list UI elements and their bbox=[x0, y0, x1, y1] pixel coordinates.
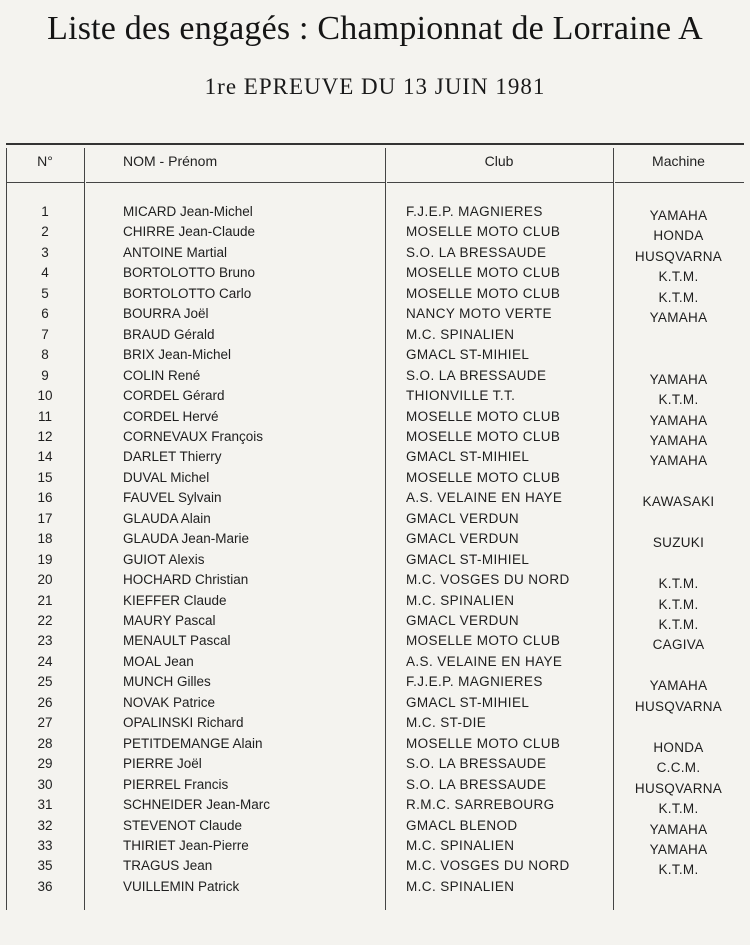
entry-number: 11 bbox=[37, 408, 52, 424]
table-row bbox=[6, 652, 744, 672]
machine-name: K.T.M. bbox=[658, 617, 699, 632]
entry-number: 19 bbox=[37, 551, 53, 567]
rider-name: PIERRE Joël bbox=[123, 756, 202, 772]
machine-name: K.T.M. bbox=[658, 801, 699, 817]
club-name: M.C. SPINALIEN bbox=[406, 837, 515, 853]
header-name: NOM - Prénom bbox=[123, 153, 218, 169]
entry-number: 25 bbox=[37, 674, 53, 690]
table-row bbox=[6, 631, 744, 651]
rider-name: BRAUD Gérald bbox=[123, 326, 215, 342]
machine-name: K.T.M. bbox=[658, 576, 699, 592]
table-row bbox=[6, 754, 744, 774]
entry-number: 22 bbox=[37, 613, 53, 628]
rider-name: MAURY Pascal bbox=[123, 613, 216, 628]
entry-number: 31 bbox=[37, 797, 53, 813]
table-row bbox=[6, 468, 744, 488]
rider-name: DUVAL Michel bbox=[123, 469, 210, 485]
entry-number: 2 bbox=[41, 224, 49, 240]
entry-number: 24 bbox=[37, 653, 53, 669]
entry-number: 1 bbox=[41, 204, 49, 219]
machine-name: K.T.M. bbox=[658, 269, 699, 285]
rider-name: ANTOINE Martial bbox=[123, 244, 228, 260]
entrants-table bbox=[6, 143, 744, 910]
rider-name: NOVAK Patrice bbox=[123, 694, 216, 710]
club-name: F.J.E.P. MAGNIERES bbox=[406, 674, 543, 690]
entry-number: 28 bbox=[37, 735, 53, 751]
rider-name: MUNCH Gilles bbox=[123, 674, 211, 690]
table-row bbox=[6, 795, 744, 815]
table-row bbox=[6, 611, 744, 631]
machine-name: K.T.M. bbox=[658, 392, 699, 408]
machine-name: YAMAHA bbox=[649, 432, 708, 448]
club-name: GMACL VERDUN bbox=[406, 531, 520, 547]
machine-name: K.T.M. bbox=[658, 289, 699, 305]
rider-name: CORDEL Hervé bbox=[123, 408, 219, 424]
table-row bbox=[6, 366, 744, 386]
entry-number: 15 bbox=[37, 469, 53, 485]
entry-number: 8 bbox=[41, 347, 49, 363]
table-row bbox=[6, 222, 744, 242]
entry-number: 23 bbox=[37, 633, 53, 649]
table-row bbox=[6, 447, 744, 467]
entry-number: 21 bbox=[37, 592, 53, 608]
rider-name: FAUVEL Sylvain bbox=[123, 490, 222, 506]
table-row bbox=[6, 325, 744, 345]
table-row bbox=[6, 243, 744, 263]
machine-name: HUSQVARNA bbox=[634, 780, 723, 796]
club-name: GMACL BLENOD bbox=[406, 817, 518, 833]
club-name: A.S. VELAINE EN HAYE bbox=[406, 653, 563, 669]
header-club: Club bbox=[484, 153, 514, 169]
machine-name: SUZUKI bbox=[652, 535, 705, 551]
club-name: NANCY MOTO VERTE bbox=[406, 306, 552, 322]
machine-name: YAMAHA bbox=[649, 841, 708, 857]
club-name: GMACL ST-MIHIEL bbox=[406, 551, 530, 567]
rider-name: GUIOT Alexis bbox=[123, 551, 205, 567]
machine-name: YAMAHA bbox=[649, 412, 708, 428]
entry-number: 14 bbox=[37, 449, 53, 465]
rider-name: HOCHARD Christian bbox=[123, 572, 249, 588]
header-rule-machine bbox=[615, 182, 744, 183]
rider-name: CORDEL Gérard bbox=[123, 388, 225, 404]
machine-name: HONDA bbox=[653, 739, 704, 755]
club-name: R.M.C. SARREBOURG bbox=[406, 797, 555, 813]
table-row bbox=[6, 591, 744, 611]
club-name: S.O. LA BRESSAUDE bbox=[406, 367, 547, 383]
table-row bbox=[6, 693, 744, 713]
rider-name: SCHNEIDER Jean-Marc bbox=[123, 797, 271, 813]
rider-name: BORTOLOTTO Carlo bbox=[123, 285, 252, 301]
club-name: MOSELLE MOTO CLUB bbox=[406, 428, 561, 444]
rider-name: TRAGUS Jean bbox=[123, 858, 213, 874]
rider-name: BOURRA Joël bbox=[123, 306, 209, 322]
machine-name: HUSQVARNA bbox=[634, 698, 723, 714]
table-row bbox=[6, 427, 744, 447]
club-name: MOSELLE MOTO CLUB bbox=[406, 633, 561, 649]
machine-name: YAMAHA bbox=[649, 678, 708, 694]
rider-name: STEVENOT Claude bbox=[123, 817, 243, 833]
header-num: N° bbox=[37, 153, 53, 169]
club-name: M.C. SPINALIEN bbox=[406, 326, 515, 342]
machine-name: HUSQVARNA bbox=[634, 248, 723, 264]
club-name: GMACL ST-MIHIEL bbox=[406, 347, 530, 363]
table-row bbox=[6, 775, 744, 795]
entry-number: 3 bbox=[41, 244, 49, 260]
table-row bbox=[6, 345, 744, 365]
table-row bbox=[6, 550, 744, 570]
machine-name: YAMAHA bbox=[649, 371, 708, 387]
rider-name: OPALINSKI Richard bbox=[123, 715, 244, 731]
table-row bbox=[6, 734, 744, 754]
rider-name: VUILLEMIN Patrick bbox=[123, 878, 240, 894]
table-row bbox=[6, 304, 744, 324]
machine-name: YAMAHA bbox=[649, 821, 708, 837]
rider-name: MOAL Jean bbox=[123, 653, 194, 669]
table-row bbox=[6, 284, 744, 304]
club-name: MOSELLE MOTO CLUB bbox=[406, 469, 561, 485]
page-title: Liste des engagés : Championnat de Lorraine A bbox=[47, 10, 703, 47]
rider-name: PIERREL Francis bbox=[123, 776, 229, 792]
rider-name: THIRIET Jean-Pierre bbox=[123, 837, 249, 853]
table-row bbox=[6, 529, 744, 549]
club-name: M.C. SPINALIEN bbox=[406, 592, 515, 608]
rider-name: BORTOLOTTO Bruno bbox=[123, 265, 256, 281]
club-name: MOSELLE MOTO CLUB bbox=[406, 408, 561, 424]
club-name: M.C. ST-DIE bbox=[406, 715, 487, 731]
entry-number: 26 bbox=[37, 694, 53, 710]
club-name: GMACL ST-MIHIEL bbox=[406, 694, 530, 710]
rider-name: MENAULT Pascal bbox=[123, 633, 231, 649]
entry-number: 36 bbox=[37, 878, 53, 894]
entry-number: 12 bbox=[37, 428, 53, 444]
club-name: F.J.E.P. MAGNIERES bbox=[406, 204, 543, 219]
table-top-rule bbox=[6, 143, 744, 145]
entry-number: 29 bbox=[37, 756, 53, 772]
table-row bbox=[6, 386, 744, 406]
entry-number: 35 bbox=[37, 858, 53, 874]
rider-name: PETITDEMANGE Alain bbox=[123, 735, 263, 751]
entry-number: 5 bbox=[41, 285, 49, 301]
entry-number: 9 bbox=[41, 367, 49, 383]
table-row bbox=[6, 713, 744, 733]
entry-number: 4 bbox=[41, 265, 49, 281]
entry-number: 32 bbox=[37, 817, 53, 833]
club-name: MOSELLE MOTO CLUB bbox=[406, 265, 561, 281]
entry-number: 10 bbox=[37, 388, 53, 404]
rider-name: BRIX Jean-Michel bbox=[123, 347, 232, 363]
machine-name: C.C.M. bbox=[656, 760, 701, 776]
header-machine: Machine bbox=[652, 153, 705, 169]
entry-number: 6 bbox=[41, 306, 49, 322]
page-subtitle: 1re EPREUVE DU 13 JUIN 1981 bbox=[204, 74, 546, 99]
entry-number: 27 bbox=[37, 715, 53, 731]
rider-name: KIEFFER Claude bbox=[123, 592, 227, 608]
club-name: MOSELLE MOTO CLUB bbox=[406, 735, 561, 751]
machine-name: K.T.M. bbox=[658, 862, 699, 878]
table-row bbox=[6, 836, 744, 856]
rider-name: CORNEVAUX François bbox=[123, 428, 264, 444]
table-row bbox=[6, 816, 744, 836]
table-row bbox=[6, 202, 744, 222]
machine-name: K.T.M. bbox=[658, 596, 699, 612]
table-row bbox=[6, 407, 744, 427]
club-name: S.O. LA BRESSAUDE bbox=[406, 776, 547, 792]
header-rule-num bbox=[6, 182, 84, 183]
club-name: MOSELLE MOTO CLUB bbox=[406, 285, 561, 301]
club-name: M.C. VOSGES DU NORD bbox=[406, 858, 570, 874]
club-name: GMACL ST-MIHIEL bbox=[406, 449, 530, 465]
machine-name: HONDA bbox=[653, 228, 704, 244]
entry-number: 7 bbox=[41, 326, 49, 342]
club-name: THIONVILLE T.T. bbox=[406, 388, 516, 404]
entry-number: 18 bbox=[37, 531, 53, 547]
entry-number: 30 bbox=[37, 776, 53, 792]
club-name: S.O. LA BRESSAUDE bbox=[406, 244, 547, 260]
club-name: MOSELLE MOTO CLUB bbox=[406, 224, 561, 240]
table-row bbox=[6, 509, 744, 529]
club-name: GMACL VERDUN bbox=[406, 510, 520, 526]
table-row bbox=[6, 488, 744, 508]
table-row bbox=[6, 263, 744, 283]
machine-name: CAGIVA bbox=[652, 637, 705, 653]
rider-name: DARLET Thierry bbox=[123, 449, 222, 465]
entry-number: 16 bbox=[37, 490, 53, 506]
club-name: S.O. LA BRESSAUDE bbox=[406, 756, 547, 772]
rider-name: MICARD Jean-Michel bbox=[123, 204, 253, 219]
table-row bbox=[6, 856, 744, 876]
machine-name: YAMAHA bbox=[649, 453, 708, 469]
table-row bbox=[6, 570, 744, 590]
header-rule-name bbox=[86, 182, 385, 183]
header-rule-club bbox=[387, 182, 613, 183]
machine-name: YAMAHA bbox=[649, 310, 708, 326]
entry-number: 20 bbox=[37, 572, 53, 588]
rider-name: GLAUDA Alain bbox=[123, 510, 211, 526]
machine-name: YAMAHA bbox=[649, 208, 708, 223]
rider-name: COLIN René bbox=[123, 367, 201, 383]
club-name: A.S. VELAINE EN HAYE bbox=[406, 490, 563, 506]
table-row bbox=[6, 877, 744, 897]
rider-name: CHIRRE Jean-Claude bbox=[123, 224, 256, 240]
rider-name: GLAUDA Jean-Marie bbox=[123, 531, 250, 547]
club-name: M.C. SPINALIEN bbox=[406, 878, 515, 894]
club-name: GMACL VERDUN bbox=[406, 613, 520, 628]
entry-number: 17 bbox=[37, 510, 53, 526]
entry-number: 33 bbox=[37, 837, 53, 853]
club-name: M.C. VOSGES DU NORD bbox=[406, 572, 570, 588]
table-row bbox=[6, 672, 744, 692]
machine-name: KAWASAKI bbox=[642, 494, 715, 510]
